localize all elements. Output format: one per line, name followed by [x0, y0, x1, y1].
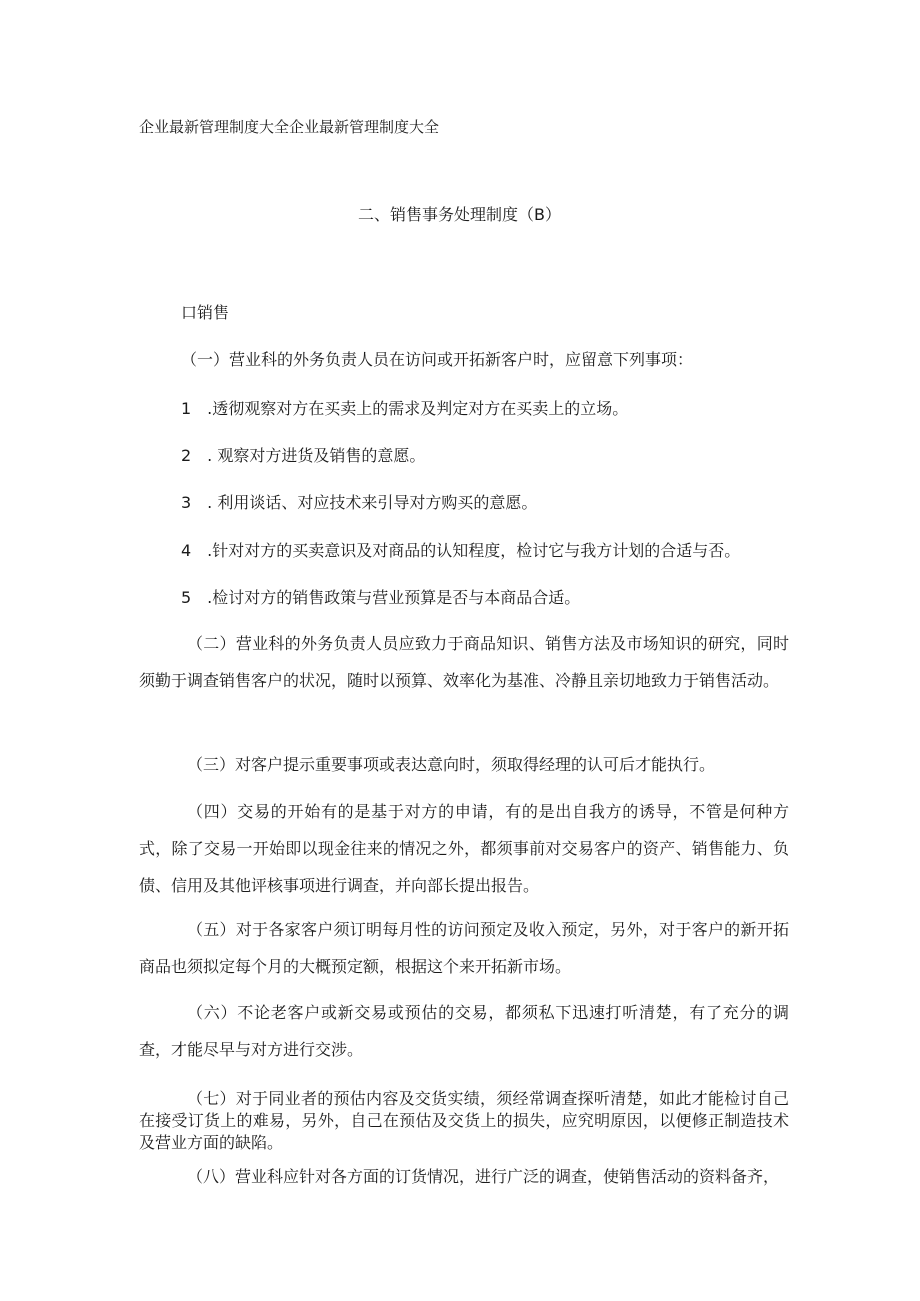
document-header: 企业最新管理制度大全企业最新管理制度大全 [139, 118, 440, 136]
sub-item-4: 4 .针对对方的买卖意识及对商品的认知程度，检讨它与我方计划的合适与否。 [181, 541, 741, 560]
sub-item-1: 1 .透彻观察对方在买卖上的需求及判定对方在买卖上的立场。 [181, 399, 629, 418]
sub-item-5: 5 .检讨对方的销售政策与营业预算是否与本商品合适。 [181, 588, 581, 607]
paragraph-8: （八）营业科应针对各方面的订货情况，进行广泛的调查，使销售活动的资料备齐， [187, 1167, 780, 1186]
paragraph-3: （三）对客户提示重要事项或表达意向时，须取得经理的认可后才能执行。 [187, 755, 716, 774]
section-label: 口销售 [181, 303, 230, 322]
section-title: 二、销售事务处理制度（B） [358, 205, 561, 224]
paragraph-4: （四）交易的开始有的是基于对方的申请，有的是出自我方的诱导，不管是何种方式，除了交易一开始即以现金往来的情况之外，都须事前对交易客户的资产、销售能力、负债、信用及其他评核事项进行调查，并向部长提出报告。 [139, 802, 789, 895]
item-1-intro: （一）营业科的外务负责人员在访问或开拓新客户时，应留意下列事项： [181, 350, 694, 369]
paragraph-2: （二）营业科的外务负责人员应致力于商品知识、销售方法及市场知识的研究，同时须勤于调查销售客户的状况，随时以预算、效率化为基准、冷静且亲切地致力于销售活动。 [139, 634, 789, 690]
paragraph-5: （五）对于各家客户须订明每月性的访问预定及收入预定，另外，对于客户的新开拓商品也须拟定每个月的大概预定额，根据这个来开拓新市场。 [139, 920, 789, 976]
sub-item-2: 2 . 观察对方进货及销售的意愿。 [181, 446, 426, 465]
sub-item-3: 3 . 利用谈话、对应技术来引导对方购买的意愿。 [181, 493, 538, 512]
paragraph-6: （六）不论老客户或新交易或预估的交易，都须私下迅速打听清楚，有了充分的调查，才能尽早与对方进行交涉。 [139, 1003, 789, 1059]
paragraph-7: （七）对于同业者的预估内容及交货实绩，须经常调查探听清楚，如此才能检讨自己在接受订货上的难易，另外，自己在预估及交货上的损失，应究明原因，以便修正制造技术及营业方面的缺陷。 [139, 1089, 789, 1152]
